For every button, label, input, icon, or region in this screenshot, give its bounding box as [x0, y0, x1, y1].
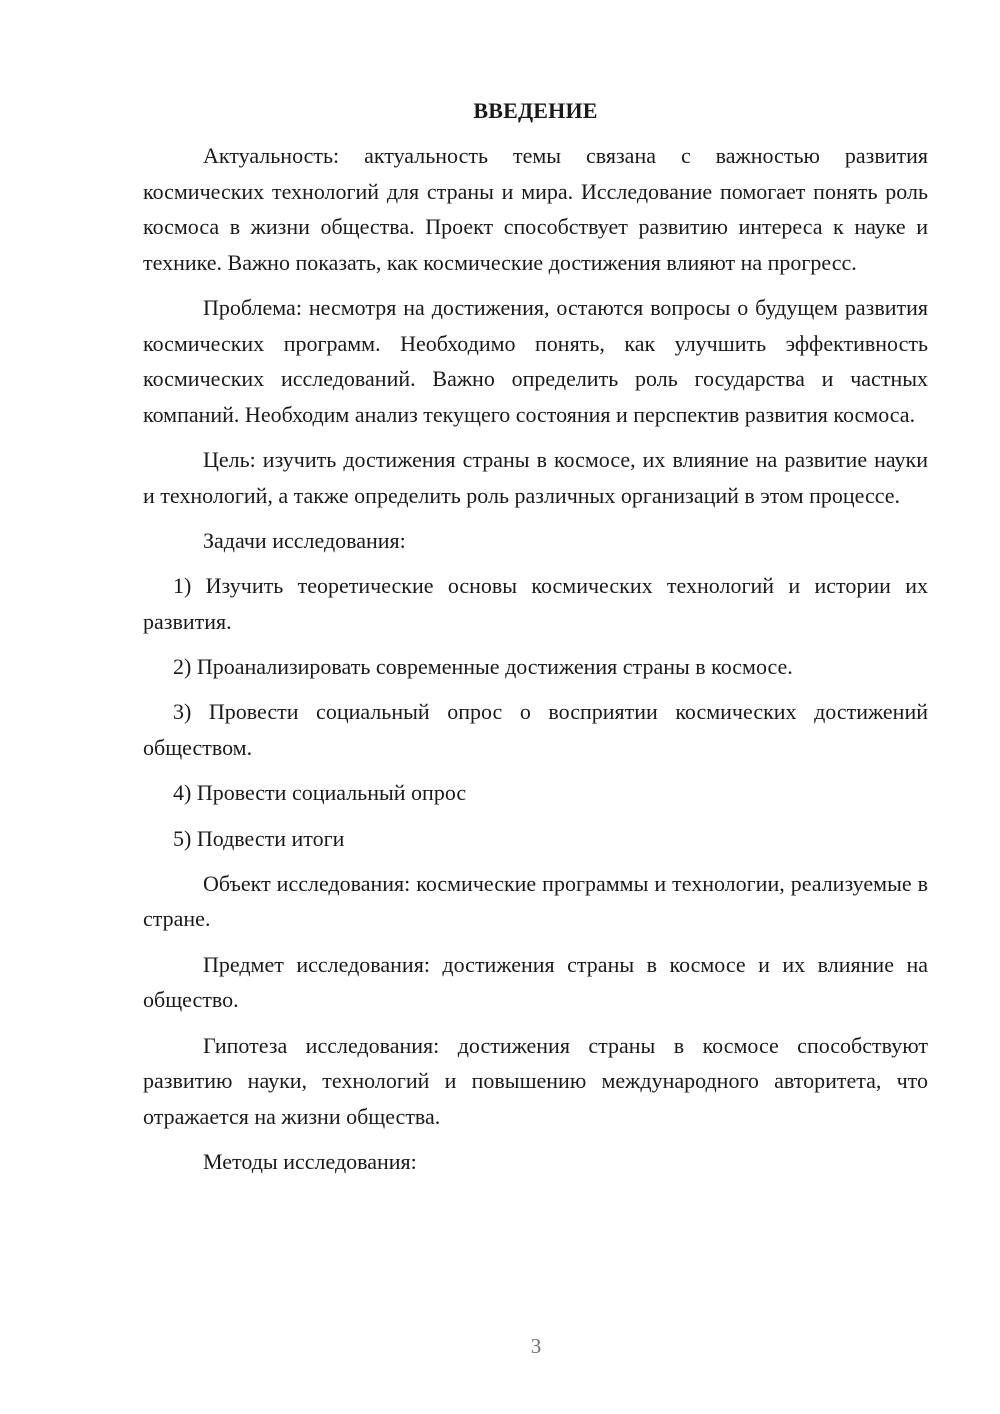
- task-item-4: 4) Провести социальный опрос: [173, 780, 467, 806]
- paragraph-subject: Предмет исследования: достижения страны в космосе и их влияние на общество.: [143, 951, 928, 1013]
- paragraph-goal: Цель: изучить достижения страны в космосе, их влияние на развитие науки и технологий, а также определить роль различных организаций в этом процессе.: [143, 447, 928, 508]
- task-item-3: 3) Провести социальный опрос о восприятии космических достижений обществом.: [143, 699, 928, 761]
- paragraph-hypothesis: Гипотеза исследования: достижения страны в космосе способствуют развитию науки, технологий и повышению международного авторитета, что отражается на жизни общества.: [143, 1032, 928, 1129]
- tasks-heading: Задачи исследования:: [203, 528, 406, 553]
- page-title: ВВЕДЕНИЕ: [473, 98, 598, 123]
- paragraph-relevance: Актуальность: актуальность темы связана с важностью развития космических технологий для страны и мира. Исследование помогает понять роль космоса в жизни общества. Проект способствует развитию интереса к науке и технике. Важно показать, как космические достижения влияют на прогресс.: [143, 143, 928, 275]
- paragraph-problem: Проблема: несмотря на достижения, остаются вопросы о будущем развития космических программ. Необходимо понять, как улучшить эффективность космических исследований. Важно определить роль государства и частных компаний. Необходим анализ текущего состояния и перспектив развития космоса.: [143, 295, 928, 427]
- paragraph-object: Объект исследования: космические программы и технологии, реализуемые в стране.: [143, 870, 928, 932]
- page-number: 3: [530, 1334, 542, 1358]
- task-item-1: 1) Изучить теоретические основы космических технологий и истории их развития.: [143, 573, 928, 634]
- task-item-2: 2) Проанализировать современные достижения страны в космосе.: [173, 654, 793, 680]
- task-item-5: 5) Подвести итоги: [173, 825, 345, 851]
- text-area: [143, 96, 928, 1189]
- methods-heading: Методы исследования:: [203, 1149, 417, 1175]
